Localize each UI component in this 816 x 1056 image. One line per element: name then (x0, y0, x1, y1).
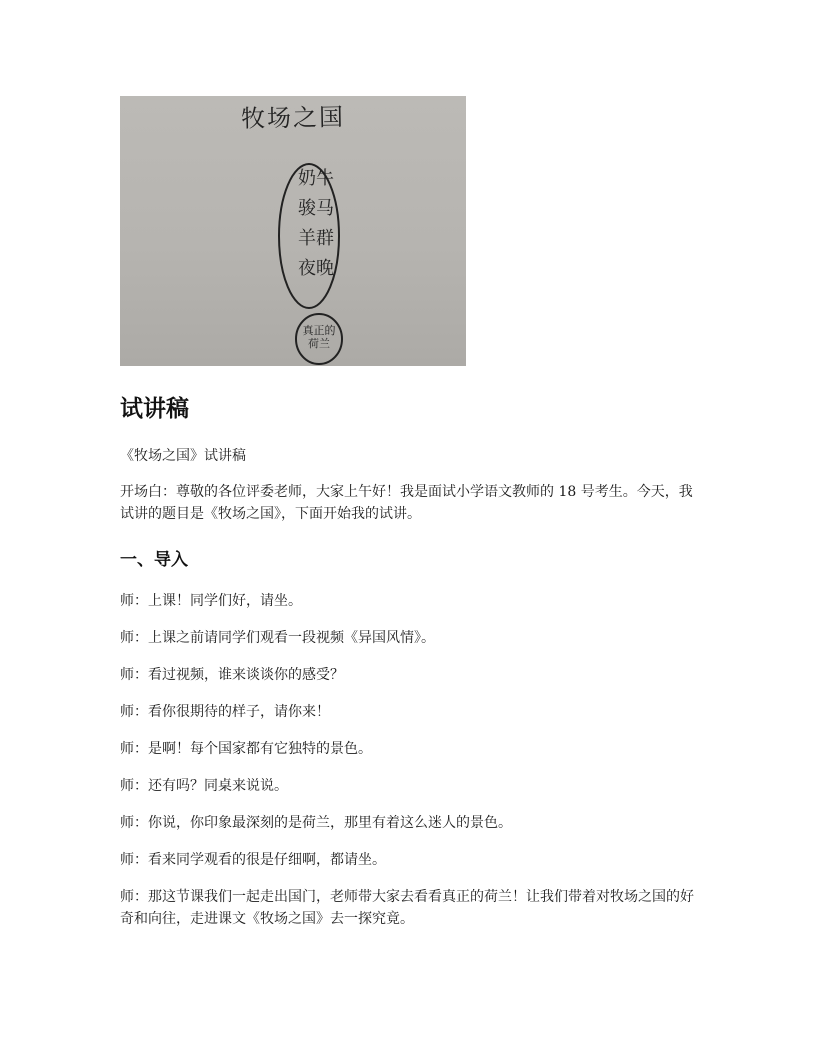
blackboard-photo (120, 96, 466, 366)
dialogue-paragraph: 师：你说，你印象最深刻的是荷兰，那里有着这么迷人的景色。 (120, 815, 512, 831)
circle-line: 真正的 (302, 324, 336, 337)
dialogue-paragraph: 师：是啊！每个国家都有它独特的景色。 (120, 741, 372, 757)
dialogue-paragraph: 师：上课！同学们好，请坐。 (120, 593, 302, 609)
document-body (120, 390, 700, 945)
oval-line: 夜晚 (298, 258, 334, 279)
dialogue-paragraph: 师：看你很期待的样子，请你来！ (120, 704, 330, 720)
intro-paragraph: 开场白：尊敬的各位评委老师，大家上午好！我是面试小学语文教师的 18 号考生。今天，我试讲的题目是《牧场之国》，下面开始我的试讲。 (120, 484, 693, 522)
oval-line: 羊群 (298, 228, 334, 249)
oval-line: 骏马 (298, 198, 334, 219)
dialogue-paragraph: 师：那这节课我们一起走出国门，老师带大家去看看真正的荷兰！让我们带着对牧场之国的好奇和向往，走进课文《牧场之国》去一探究竟。 (120, 889, 694, 927)
dialogue-paragraph: 师：看过视频，谁来谈谈你的感受？ (120, 667, 344, 683)
dialogue-list (120, 590, 700, 930)
doc-heading: 试讲稿 (120, 396, 189, 422)
oval-line: 奶牛 (298, 168, 334, 189)
dialogue-paragraph: 师：看来同学观看的很是仔细啊，都请坐。 (120, 852, 386, 868)
board-oval-words (288, 164, 344, 284)
section-title-intro: 一、导入 (120, 550, 188, 570)
doc-subtitle: 《牧场之国》试讲稿 (120, 448, 246, 464)
board-circle-words (296, 324, 342, 350)
circle-line: 荷兰 (308, 337, 330, 350)
dialogue-paragraph: 师：上课之前请同学们观看一段视频《异国风情》。 (120, 630, 435, 646)
dialogue-paragraph: 师：还有吗？同桌来说说。 (120, 778, 288, 794)
board-title: 牧场之国 (240, 103, 346, 133)
